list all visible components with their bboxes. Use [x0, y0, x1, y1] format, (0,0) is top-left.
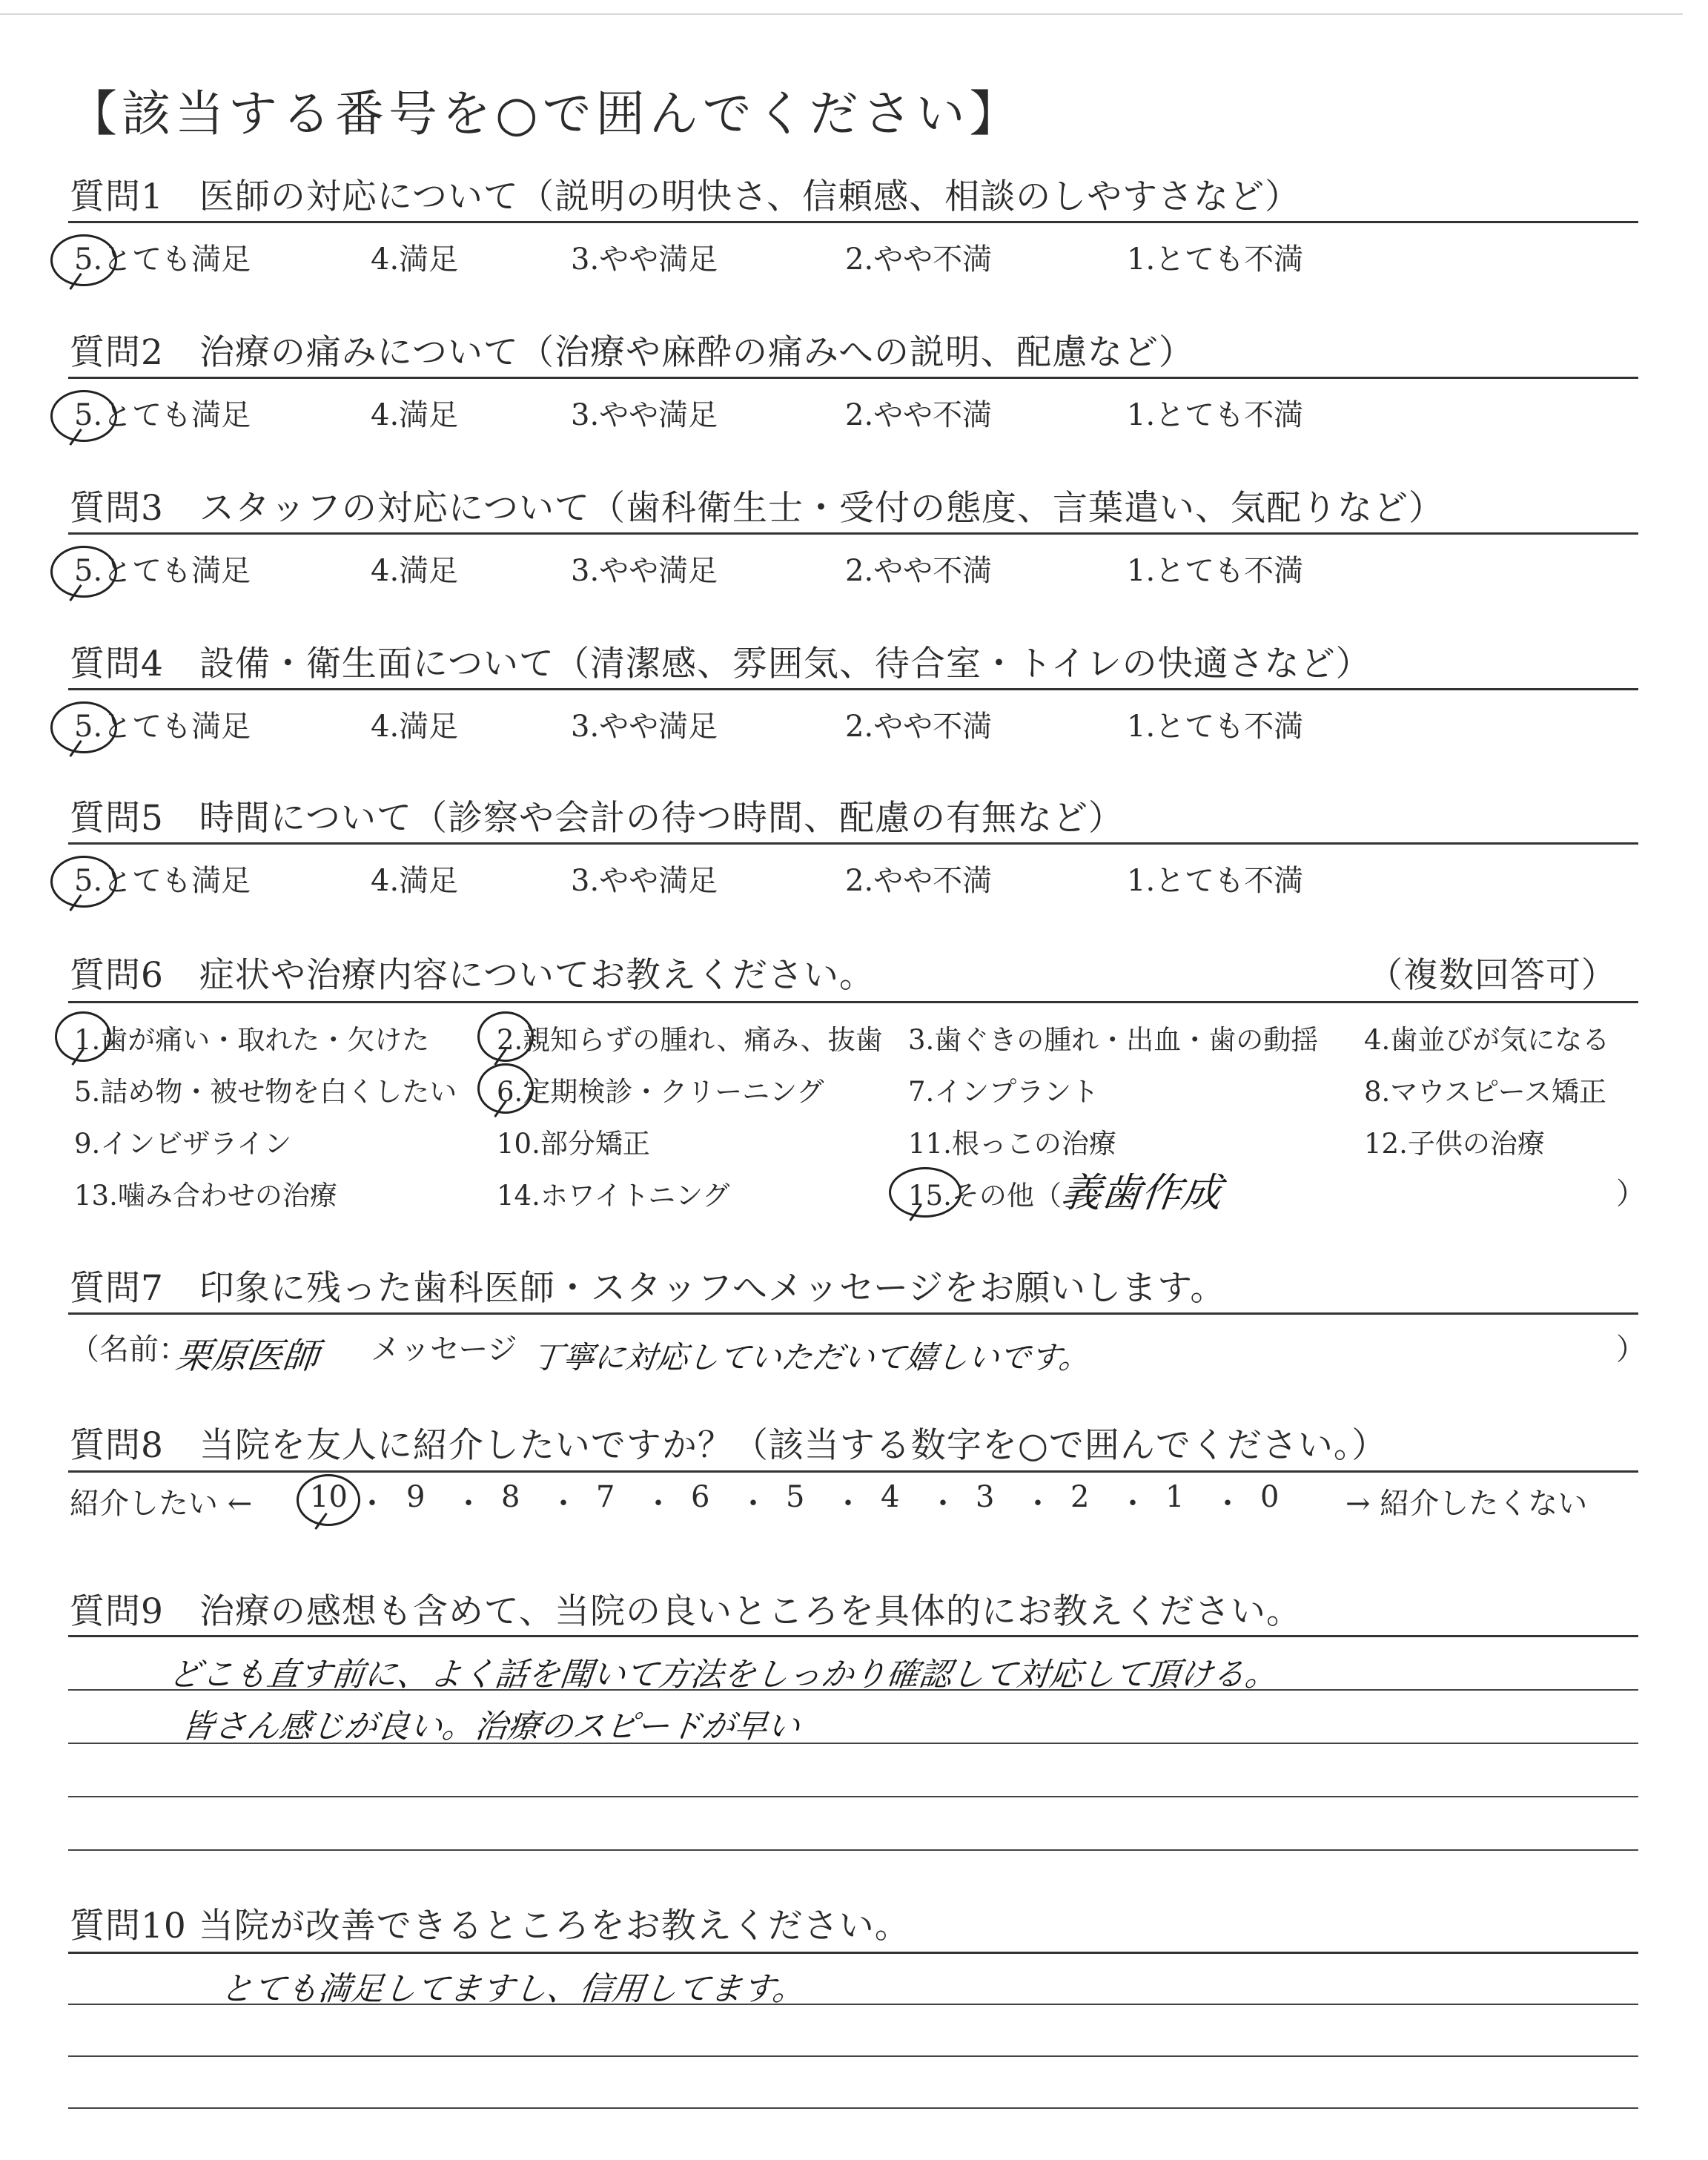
rating-option[interactable]: 3.やや満足: [571, 864, 718, 898]
q8-answer-circle-tail: [314, 1513, 327, 1530]
question-title: 質問5 時間について（診察や会計の待つ時間、配慮の有無など）: [70, 798, 1124, 839]
q8-scale-dot: ・: [549, 1487, 578, 1521]
rating-option[interactable]: 4.満足: [371, 864, 459, 898]
q7-message-label: メッセージ: [371, 1332, 517, 1367]
q6-option[interactable]: 6.定期検診・クリーニング: [497, 1076, 824, 1108]
rating-option[interactable]: 3.やや満足: [571, 710, 718, 744]
rating-option[interactable]: 4.満足: [371, 398, 459, 432]
q8-scale-dot: ・: [1023, 1487, 1053, 1521]
rating-option[interactable]: 4.満足: [371, 242, 459, 277]
scan-edge: [0, 13, 1683, 15]
question-rule: [68, 221, 1638, 223]
q10-line: [68, 2055, 1638, 2057]
question-rule: [68, 688, 1638, 690]
q6-option[interactable]: 5.詰め物・被せ物を白くしたい: [74, 1076, 457, 1108]
q6-option[interactable]: 4.歯並びが気になる: [1364, 1024, 1610, 1056]
q8-scale-value[interactable]: 6: [691, 1480, 710, 1514]
question-title: 質問2 治療の痛みについて（治療や麻酔の痛みへの説明、配慮など）: [70, 332, 1195, 373]
q9-line: [68, 1849, 1638, 1851]
q6-other-answer: 義歯作成: [1059, 1169, 1224, 1216]
rating-option[interactable]: 2.やや不満: [845, 398, 993, 432]
q6-rule: [68, 1001, 1638, 1003]
rating-option[interactable]: 3.やや満足: [571, 398, 718, 432]
q7-close: ）: [1616, 1332, 1646, 1367]
q8-scale-dot: ・: [1213, 1487, 1242, 1521]
q7-name-answer: 栗原医師: [173, 1335, 321, 1377]
rating-option[interactable]: 3.やや満足: [571, 242, 718, 277]
question-title: 質問3 スタッフの対応について（歯科衛生士・受付の態度、言葉遣い、気配りなど）: [70, 488, 1444, 529]
q8-scale-value[interactable]: 4: [881, 1480, 900, 1514]
q8-scale-dot: ・: [928, 1487, 958, 1521]
q6-other-close: ）: [1616, 1177, 1646, 1211]
q8-rule: [68, 1470, 1638, 1473]
q8-scale-dot: ・: [357, 1487, 387, 1521]
q8-scale-value[interactable]: 10: [310, 1480, 348, 1514]
q6-option[interactable]: 8.マウスピース矯正: [1364, 1076, 1606, 1108]
q10-title: 質問10 当院が改善できるところをお教えください。: [70, 1906, 910, 1946]
rating-option[interactable]: 5.とても満足: [74, 242, 251, 277]
q8-scale-value[interactable]: 9: [406, 1480, 426, 1514]
rating-option[interactable]: 1.とても不満: [1127, 242, 1304, 277]
question-rule: [68, 377, 1638, 379]
question-title: 質問4 設備・衛生面について（清潔感、雰囲気、待合室・トイレの快適さなど）: [70, 644, 1371, 684]
q7-title: 質問7 印象に残った歯科医師・スタッフへメッセージをお願いします。: [70, 1268, 1226, 1309]
q8-scale-dot: ・: [833, 1487, 863, 1521]
q8-scale-value[interactable]: 8: [501, 1480, 520, 1514]
rating-option[interactable]: 5.とても満足: [74, 710, 251, 744]
q6-title: 質問6 症状や治療内容についてお教えください。: [70, 955, 875, 996]
q8-scale-value[interactable]: 7: [596, 1480, 615, 1514]
rating-option[interactable]: 1.とても不満: [1127, 710, 1304, 744]
rating-option[interactable]: 1.とても不満: [1127, 554, 1304, 588]
rating-option[interactable]: 4.満足: [371, 710, 459, 744]
q10-rule: [68, 1952, 1638, 1954]
rating-option[interactable]: 2.やや不満: [845, 864, 993, 898]
q9-title: 質問9 治療の感想も含めて、当院の良いところを具体的にお教えください。: [70, 1591, 1302, 1632]
q10-answer-line: とても満足してますし、信用してます。: [218, 1970, 807, 2008]
q8-scale-dot: ・: [643, 1487, 673, 1521]
q6-option[interactable]: 3.歯ぐきの腫れ・出血・歯の動揺: [908, 1024, 1319, 1056]
q6-option[interactable]: 12.子供の治療: [1364, 1128, 1545, 1160]
q6-option[interactable]: 14.ホワイトニング: [497, 1180, 730, 1212]
rating-option[interactable]: 2.やや不満: [845, 710, 993, 744]
q8-scale-dot: ・: [738, 1487, 768, 1521]
rating-option[interactable]: 5.とても満足: [74, 398, 251, 432]
q9-line: [68, 1796, 1638, 1797]
rating-option[interactable]: 1.とても不満: [1127, 864, 1304, 898]
rating-option[interactable]: 5.とても満足: [74, 864, 251, 898]
q8-scale-dot: ・: [1118, 1487, 1148, 1521]
q6-option[interactable]: 9.インビザライン: [74, 1128, 292, 1160]
q8-left-label: 紹介したい ←: [70, 1487, 253, 1521]
q6-option[interactable]: 1.歯が痛い・取れた・欠けた: [74, 1024, 430, 1056]
q6-option[interactable]: 10.部分矯正: [497, 1128, 650, 1160]
rating-option[interactable]: 5.とても満足: [74, 554, 251, 588]
q8-scale-value[interactable]: 3: [976, 1480, 995, 1514]
q6-option[interactable]: 2.親知らずの腫れ、痛み、抜歯: [497, 1024, 883, 1056]
question-rule: [68, 842, 1638, 845]
q6-option[interactable]: 11.根っこの治療: [908, 1128, 1116, 1160]
q9-answer-line: 皆さん感じが良い。治療のスピードが早い: [179, 1708, 802, 1745]
rating-option[interactable]: 2.やや不満: [845, 554, 993, 588]
question-title: 質問1 医師の対応について（説明の明快さ、信頼感、相談のしやすさなど）: [70, 176, 1301, 217]
rating-option[interactable]: 4.満足: [371, 554, 459, 588]
q7-message-answer: 丁寧に対応していただいて嬉しいです。: [530, 1339, 1092, 1375]
q9-rule: [68, 1635, 1638, 1637]
q6-note: （複数回答可）: [1368, 955, 1617, 996]
q8-scale-value[interactable]: 5: [786, 1480, 805, 1514]
rating-option[interactable]: 3.やや満足: [571, 554, 718, 588]
q8-scale-value[interactable]: 0: [1260, 1480, 1280, 1514]
question-rule: [68, 532, 1638, 535]
q7-name-label: （名前：: [70, 1332, 188, 1367]
q8-scale-value[interactable]: 2: [1070, 1480, 1090, 1514]
q7-rule: [68, 1312, 1638, 1315]
q10-line: [68, 2107, 1638, 2109]
rating-option[interactable]: 2.やや不満: [845, 242, 993, 277]
q8-title: 質問8 当院を友人に紹介したいですか？（該当する数字を○で囲んでください。）: [70, 1425, 1388, 1466]
q6-option[interactable]: 13.噛み合わせの治療: [74, 1180, 337, 1212]
q9-answer-line: どこも直す前に、よく話を聞いて方法をしっかり確認して対応して頂ける。: [166, 1656, 1280, 1694]
q6-option[interactable]: 7.インプラント: [908, 1076, 1099, 1108]
q8-right-label: → 紹介したくない: [1345, 1487, 1588, 1521]
rating-option[interactable]: 1.とても不満: [1127, 398, 1304, 432]
q8-scale-dot: ・: [454, 1487, 483, 1521]
q6-option[interactable]: 15.その他（: [908, 1180, 1062, 1212]
q8-scale-value[interactable]: 1: [1165, 1480, 1185, 1514]
page-header: 【該当する番号を○で囲んでください】: [68, 85, 1023, 142]
